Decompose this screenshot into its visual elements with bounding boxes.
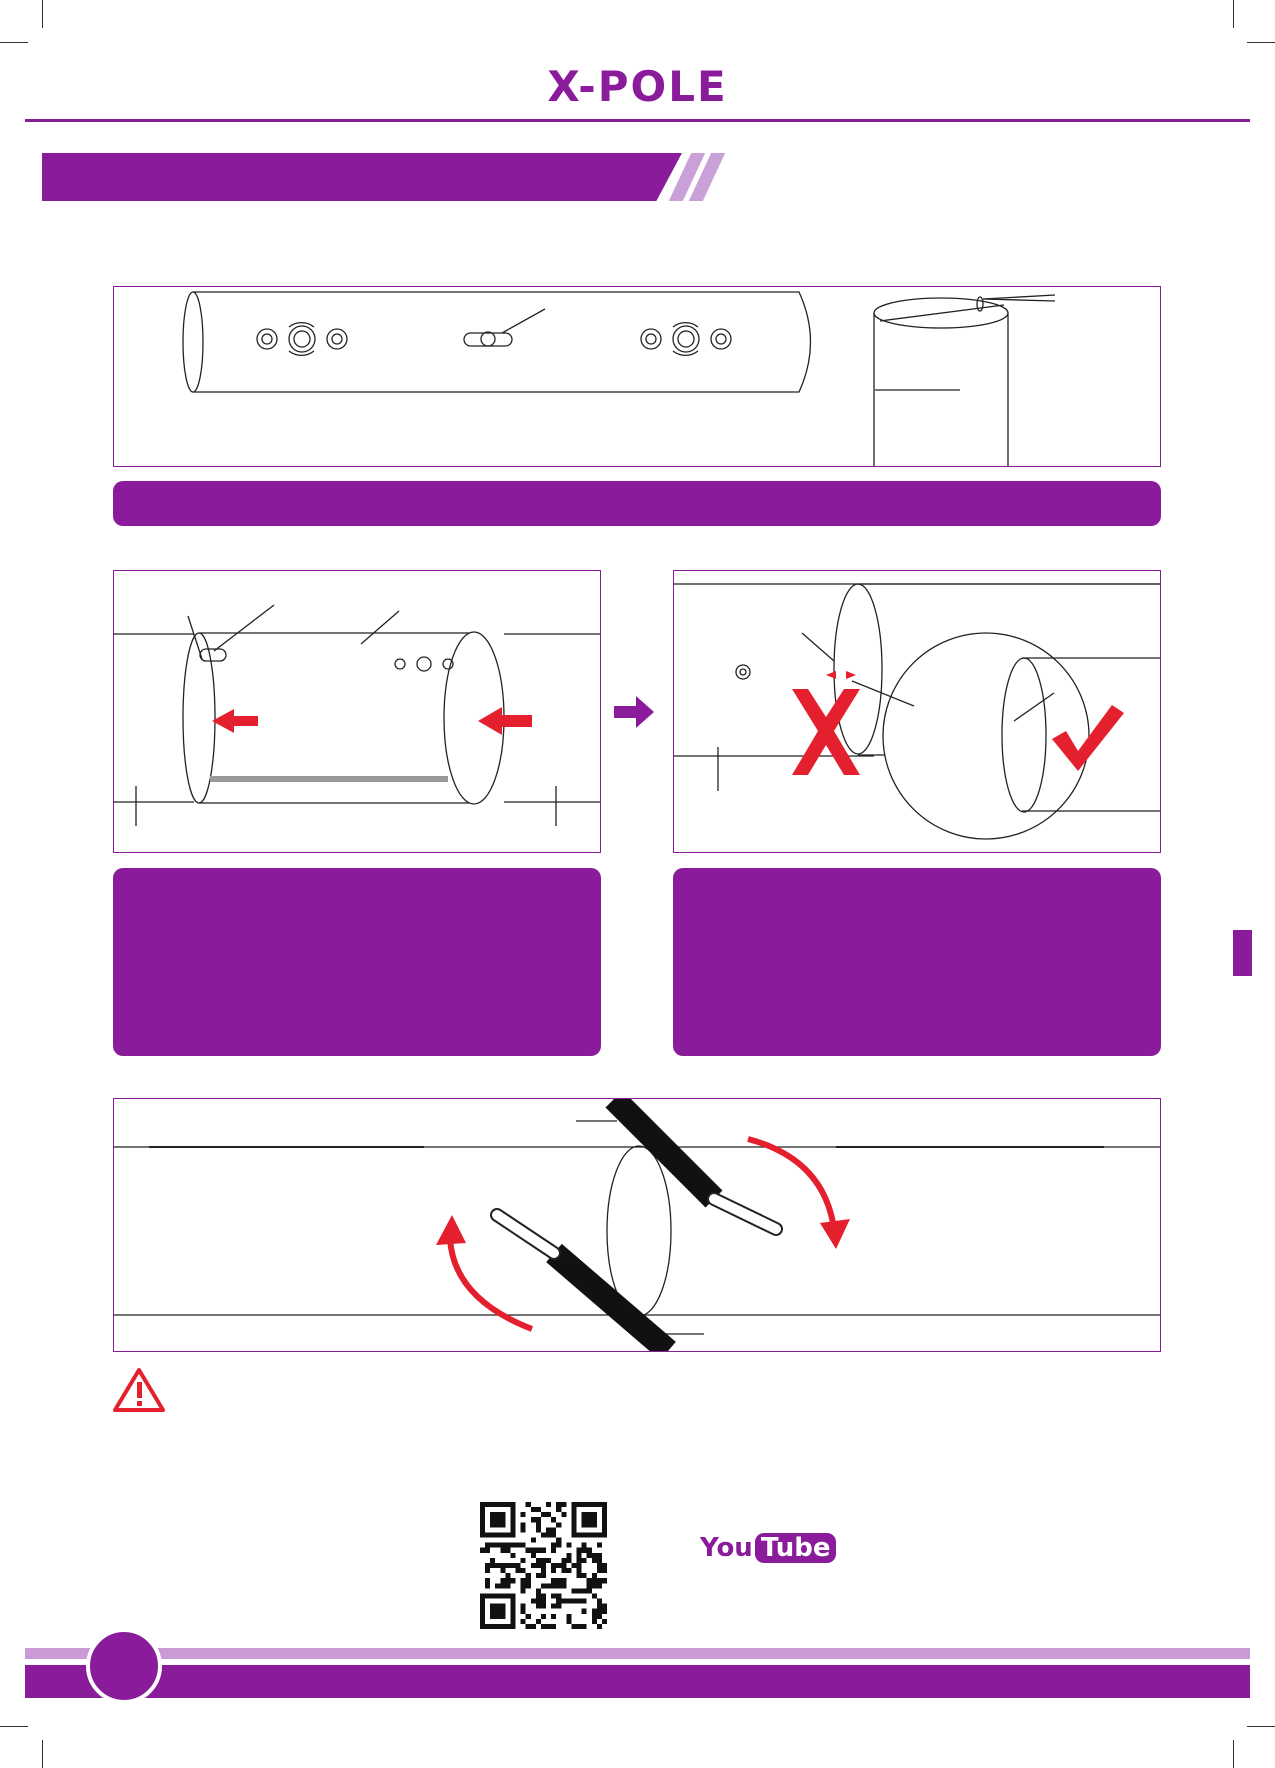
button-cluster-right [641,323,731,356]
pole-end-left [183,292,203,392]
gap-check-panel [673,570,1161,853]
crop-mark [42,0,43,28]
insert-panel [113,570,601,853]
instruction-bar [113,481,1161,526]
rotate-illustration [114,1099,1160,1351]
rotate-panel [113,1098,1161,1352]
slot-lock [464,333,512,346]
pole-overview-panel [113,286,1161,467]
header-rule [25,119,1250,122]
crop-mark [1247,1726,1275,1727]
instruction-box-right [673,868,1161,1056]
pole-key-tool-lower [497,1215,668,1351]
pole-overview-illustration [114,287,1160,466]
pole-key-tool-upper [614,1099,776,1229]
youtube-logo[interactable] [700,1528,836,1568]
gap-arrows [826,671,856,679]
crop-mark [0,1726,28,1727]
arrow-left-icon [212,709,258,733]
qr-code-icon[interactable] [480,1502,607,1629]
brand-logo: X-POLE [547,62,728,111]
page-number-badge [86,1628,162,1704]
pole-body [193,292,811,392]
section-banner [42,153,682,201]
crop-mark [0,42,28,43]
footer-band [25,1665,1250,1698]
crop-mark [42,1740,43,1768]
crop-mark [1233,0,1234,28]
gap-check-illustration [674,571,1160,852]
arrow-right-icon [612,692,656,732]
side-tab [1233,930,1252,976]
cross-icon [792,689,860,775]
callout-line [502,309,545,333]
instruction-box-left [113,868,601,1056]
button-cluster-left [257,323,347,356]
crop-mark [1247,42,1275,43]
insert-illustration [114,571,600,852]
youtube-logo-tube: Tube [755,1533,837,1563]
youtube-logo-you: You [700,1533,753,1563]
crop-mark [1233,1740,1234,1768]
warning-icon [112,1366,166,1414]
footer-band-light [25,1648,1250,1659]
arrow-left-icon [478,707,532,735]
